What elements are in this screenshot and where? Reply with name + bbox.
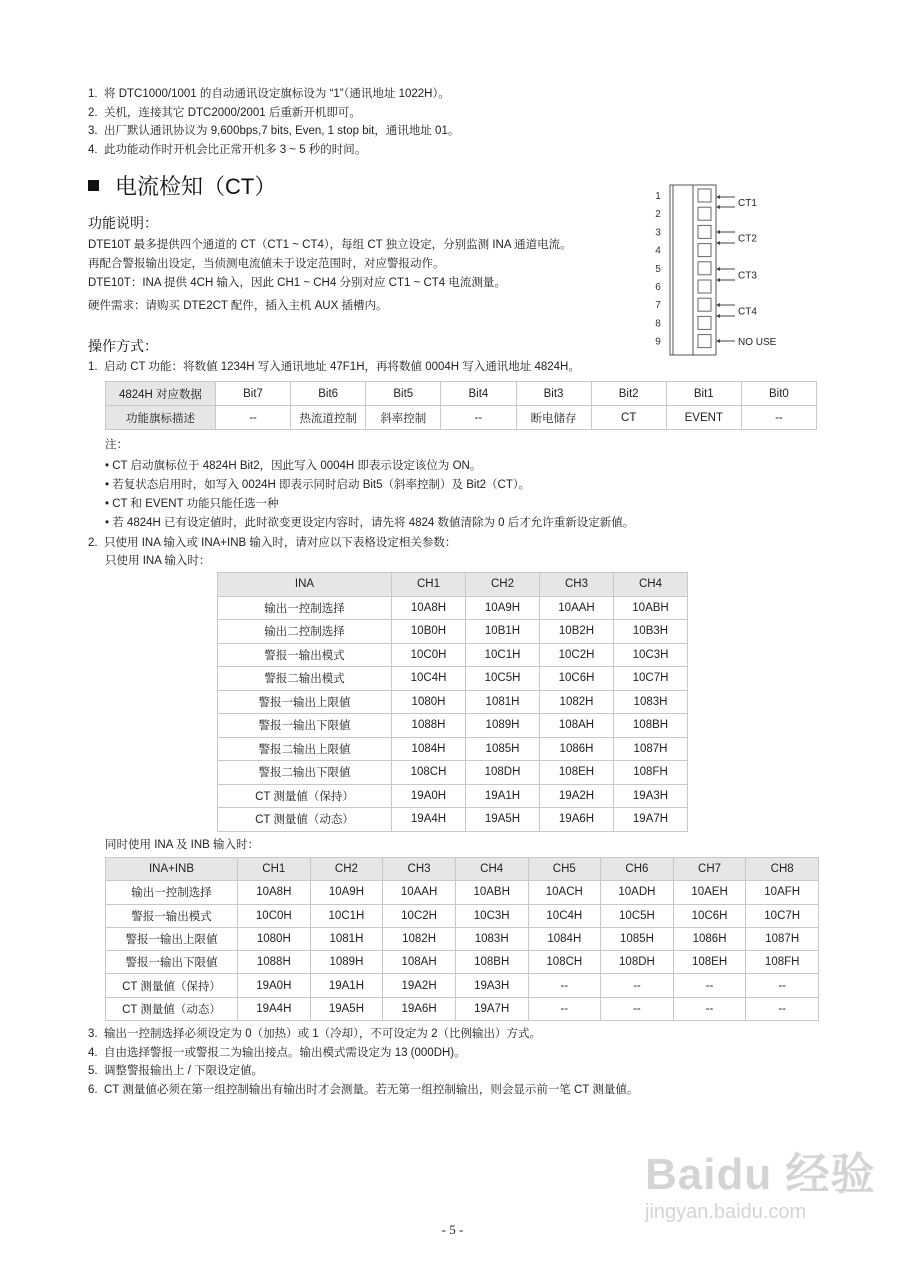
table-cell: 警报二输出下限値 — [218, 761, 392, 785]
table-cell: 19A2H — [383, 974, 456, 997]
table-cell: CT 测量値（保持） — [106, 974, 238, 997]
terminal-slot — [698, 298, 711, 311]
terminal-slot — [698, 207, 711, 220]
pin-number: 1 — [655, 191, 661, 202]
table-row — [106, 927, 819, 950]
pin-number: 4 — [655, 245, 661, 257]
table-cell: 10C0H — [392, 643, 466, 667]
inab-table — [105, 857, 819, 1021]
table-cell: 10C3H — [614, 643, 688, 667]
table-row — [106, 997, 819, 1020]
table-cell: 10C4H — [528, 904, 601, 927]
table-cell: 警报一输出上限値 — [106, 927, 238, 950]
table-cell: 10A9H — [466, 596, 540, 620]
note-item: • 若 4824H 已有设定値时，此时欲变更设定内容时，请先将 4824 数値清除为 0 后才允许重新设定新値。 — [105, 517, 635, 529]
table-cell: 19A3H — [455, 974, 528, 997]
terminal-slot — [698, 280, 711, 293]
table-cell: 108EH — [673, 951, 746, 974]
table-header-cell: Bit3 — [516, 382, 591, 406]
table-row — [218, 643, 688, 667]
table-cell: 19A5H — [310, 997, 383, 1020]
intro-item: 2. 关机，连接其它 DTC2000/2001 后重新开机即可。 — [88, 107, 361, 119]
table-cell: 10C7H — [614, 667, 688, 691]
table-cell: 10B2H — [540, 620, 614, 644]
ct-label: CT3 — [738, 270, 757, 282]
table-cell: 10C1H — [310, 904, 383, 927]
ina-table — [217, 572, 688, 832]
step-text: 只使用 INA 输入或 INA+INB 输入时，请对应以下表格设定相关参数： — [104, 537, 457, 549]
step-text: CT 测量値必须在第一组控制输出有输出时才会测量。若无第一组控制输出，则会显示前一笔 CT 测量値。 — [104, 1084, 639, 1096]
table-row — [218, 667, 688, 691]
table-header-cell: Bit6 — [291, 382, 366, 406]
table-row — [106, 858, 819, 881]
step-6: 6. CT 测量値必须在第一组控制输出有输出时才会测量。若无第一组控制输出，则会显示前一笔 CT 测量値。 — [88, 1084, 639, 1096]
table-header-cell: CH4 — [455, 858, 528, 881]
square-bullet-icon — [88, 180, 99, 191]
table-row — [106, 881, 819, 904]
table-cell: 19A1H — [310, 974, 383, 997]
pin-number: 5 — [655, 263, 661, 275]
table-cell: 19A2H — [540, 784, 614, 808]
table-cell: CT 测量値（动态） — [106, 997, 238, 1020]
intro-item: 1. 将 DTC1000/1001 的自动通讯设定旗标设为 “1”（通讯地址 1022H）。 — [88, 88, 450, 100]
step-text: 输出一控制选择必须设定为 0（加热）或 1（冷却），不可设定为 2（比例输出）方式。 — [104, 1028, 542, 1040]
table-cell: 19A5H — [466, 808, 540, 832]
table-cell: 1087H — [614, 737, 688, 761]
table-cell: 警报二输出上限値 — [218, 737, 392, 761]
table-cell: 1084H — [392, 737, 466, 761]
table-row — [218, 714, 688, 738]
table-cell: 1084H — [528, 927, 601, 950]
table-cell: 10C4H — [392, 667, 466, 691]
table-cell: 19A6H — [540, 808, 614, 832]
page-number: - 5 - — [441, 1222, 464, 1237]
func-text: 再配合警报输出设定，当侦测电流値未于设定范围时，对应警报动作。 — [88, 258, 445, 270]
table-header-cell: INA+INB — [106, 858, 238, 881]
intro-item: 3. 出厂默认通讯协议为 9,600bps,7 bits, Even, 1 stop bit，通讯地址 01。 — [88, 125, 460, 137]
table-cell: 1088H — [238, 951, 311, 974]
section-title — [88, 170, 276, 201]
table-cell: 10AAH — [383, 881, 456, 904]
step-text: 启动 CT 功能：将数値 1234H 写入通讯地址 47F1H，再将数値 0004H 写入通讯地址 4824H。 — [104, 361, 580, 373]
table-cell: CT — [591, 406, 666, 430]
table-header-cell: CH1 — [392, 573, 466, 597]
table-cell: CT 测量値（保持） — [218, 784, 392, 808]
table-cell: 10C5H — [466, 667, 540, 691]
ina-caption: 只使用 INA 输入时： — [105, 555, 211, 567]
arrow-head-icon — [716, 205, 720, 209]
table-cell: 108CH — [528, 951, 601, 974]
step-text: 调整警报输出上 / 下限设定値。 — [104, 1065, 264, 1077]
table-cell: 108FH — [746, 951, 819, 974]
terminal-diagram — [650, 183, 800, 358]
arrow-head-icon — [716, 303, 720, 307]
pin-number: 6 — [655, 282, 661, 293]
table-cell: 10ABH — [614, 596, 688, 620]
table-header-cell: CH2 — [310, 858, 383, 881]
arrow-head-icon — [716, 278, 720, 282]
table-row — [218, 737, 688, 761]
table-header-cell: Bit7 — [216, 382, 291, 406]
intro-text: 出厂默认通讯协议为 9,600bps,7 bits, Even, 1 stop bit，通讯地址 01。 — [104, 125, 460, 137]
table-cell: 功能旗标描述 — [106, 406, 216, 430]
table-cell: 输出一控制选择 — [218, 596, 392, 620]
table-cell: 警报一输出下限値 — [218, 714, 392, 738]
table-cell: 19A3H — [614, 784, 688, 808]
table-header-cell: CH5 — [528, 858, 601, 881]
table-cell: 警报一输出模式 — [218, 643, 392, 667]
table-cell: 1083H — [455, 927, 528, 950]
pin-number: 2 — [655, 209, 661, 221]
note-label: 注： — [105, 439, 128, 451]
table-cell: 输出一控制选择 — [106, 881, 238, 904]
table-header-cell: CH1 — [238, 858, 311, 881]
arrow-head-icon — [716, 241, 720, 245]
table-cell: 10C3H — [455, 904, 528, 927]
note-item: • 若复状态启用时，如写入 0024H 即表示同时启动 Bit5（斜率控制）及 Bit2（CT）。 — [105, 479, 531, 491]
func-text: DTE10T 最多提供四个通道的 CT（CT1 ~ CT4），每组 CT 独立设定，分别监测 INA 通道电流。 — [88, 239, 572, 251]
terminal-slot — [698, 225, 711, 238]
table-cell: 108DH — [601, 951, 674, 974]
table-row — [218, 620, 688, 644]
table-cell: 10A8H — [392, 596, 466, 620]
table-cell: 108AH — [383, 951, 456, 974]
table-cell: -- — [441, 406, 516, 430]
note-text: 若复状态启用时，如写入 0024H 即表示同时启动 Bit5（斜率控制）及 Bit2（CT）。 — [112, 479, 531, 491]
table-row — [106, 382, 817, 406]
step-1: 1. 启动 CT 功能：将数値 1234H 写入通讯地址 47F1H，再将数値 0004H 写入通讯地址 4824H。 — [88, 361, 580, 373]
table-header-cell: CH4 — [614, 573, 688, 597]
arrow-head-icon — [716, 195, 720, 199]
table-header-cell: Bit5 — [366, 382, 441, 406]
table-cell: 10ADH — [601, 881, 674, 904]
table-cell: 1089H — [466, 714, 540, 738]
pin-number: 8 — [655, 318, 661, 330]
note-item: • CT 和 EVENT 功能只能任选一种 — [105, 498, 279, 510]
table-cell: 10C7H — [746, 904, 819, 927]
table-row — [106, 951, 819, 974]
table-cell: 108FH — [614, 761, 688, 785]
table-row — [106, 904, 819, 927]
table-cell: 108DH — [466, 761, 540, 785]
table-cell: 10C2H — [383, 904, 456, 927]
func-heading: 功能说明： — [88, 215, 158, 231]
table-cell: 1086H — [540, 737, 614, 761]
table-cell: 10AFH — [746, 881, 819, 904]
table-cell: 19A6H — [383, 997, 456, 1020]
table-cell: -- — [528, 997, 601, 1020]
table-row — [106, 974, 819, 997]
table-cell: 断电储存 — [516, 406, 591, 430]
table-cell: 10A9H — [310, 881, 383, 904]
ct-label: NO USE — [738, 337, 777, 348]
table-cell: 1089H — [310, 951, 383, 974]
step-5: 5. 调整警报输出上 / 下限设定値。 — [88, 1065, 264, 1077]
arrow-head-icon — [716, 267, 720, 271]
table-cell: 10C1H — [466, 643, 540, 667]
table-cell: -- — [673, 997, 746, 1020]
table-cell: 108BH — [455, 951, 528, 974]
table-cell: 1080H — [392, 690, 466, 714]
table-cell: 19A4H — [238, 997, 311, 1020]
table-cell: 10B0H — [392, 620, 466, 644]
table-cell: -- — [741, 406, 816, 430]
section-title-text: 电流检知（CT） — [115, 174, 277, 199]
table-cell: 10B1H — [466, 620, 540, 644]
table-cell: 10C0H — [238, 904, 311, 927]
table-row — [218, 784, 688, 808]
table-cell: -- — [528, 974, 601, 997]
note-text: CT 启动旗标位于 4824H Bit2，因此写入 0004H 即表示设定该位为 ON。 — [112, 460, 482, 472]
table-cell: 108AH — [540, 714, 614, 738]
step-text: 自由选择警报一或警报二为输出接点。输出模式需设定为 13 (000DH)。 — [104, 1047, 466, 1059]
terminal-slot — [698, 189, 711, 202]
table-cell: 警报二输出模式 — [218, 667, 392, 691]
table-header-cell: CH7 — [673, 858, 746, 881]
table-cell: 10ABH — [455, 881, 528, 904]
table-cell: 19A4H — [392, 808, 466, 832]
table-row — [218, 690, 688, 714]
table-header-cell: CH2 — [466, 573, 540, 597]
terminal-slot — [698, 244, 711, 257]
table-header-cell: Bit4 — [441, 382, 516, 406]
table-cell: 输出二控制选择 — [218, 620, 392, 644]
ct-label: CT1 — [738, 198, 757, 209]
pin-number: 3 — [655, 227, 661, 239]
table-cell: 1082H — [383, 927, 456, 950]
table-cell: 斜率控制 — [366, 406, 441, 430]
table-header-cell: Bit1 — [666, 382, 741, 406]
arrow-head-icon — [716, 339, 720, 343]
table-cell: 1082H — [540, 690, 614, 714]
baidu-watermark — [645, 1150, 895, 1224]
watermark-brand: Baidu 经验 — [645, 1150, 876, 1199]
table-cell: -- — [746, 974, 819, 997]
table-header-cell: CH3 — [383, 858, 456, 881]
ct-label: CT2 — [738, 233, 757, 245]
terminal-slot — [698, 316, 711, 329]
table-cell: 1087H — [746, 927, 819, 950]
note-text: 若 4824H 已有设定値时，此时欲变更设定内容时，请先将 4824 数値清除为 0 后才允许重新设定新値。 — [112, 517, 635, 529]
table-cell: EVENT — [666, 406, 741, 430]
table-cell: 1088H — [392, 714, 466, 738]
table-cell: 19A7H — [455, 997, 528, 1020]
table-cell: 热流道控制 — [291, 406, 366, 430]
table-cell: -- — [601, 974, 674, 997]
table-cell: 10C6H — [540, 667, 614, 691]
arrow-head-icon — [716, 230, 720, 234]
table-cell: 19A7H — [614, 808, 688, 832]
table-header-cell: CH8 — [746, 858, 819, 881]
table-header-cell: INA — [218, 573, 392, 597]
table-cell: 10AAH — [540, 596, 614, 620]
table-cell: 10C5H — [601, 904, 674, 927]
table-row — [218, 808, 688, 832]
table-cell: 108EH — [540, 761, 614, 785]
terminal-slot — [698, 262, 711, 275]
step-4: 4. 自由选择警报一或警报二为输出接点。输出模式需设定为 13 (000DH)。 — [88, 1047, 466, 1059]
table-cell: 1080H — [238, 927, 311, 950]
op-heading: 操作方式： — [88, 338, 158, 354]
table-cell: 警报一输出模式 — [106, 904, 238, 927]
note-text: CT 和 EVENT 功能只能任选一种 — [112, 498, 279, 510]
table-cell: 10ACH — [528, 881, 601, 904]
arrow-head-icon — [716, 314, 720, 318]
table-cell: 19A0H — [238, 974, 311, 997]
inab-caption: 同时使用 INA 及 INB 输入时： — [105, 839, 259, 851]
table-row — [218, 573, 688, 597]
pin-number: 9 — [655, 336, 661, 348]
table-cell: 10B3H — [614, 620, 688, 644]
table-cell: 1086H — [673, 927, 746, 950]
table-header-cell: Bit0 — [741, 382, 816, 406]
table-cell: 108CH — [392, 761, 466, 785]
table-cell: 10C2H — [540, 643, 614, 667]
table-row — [218, 596, 688, 620]
step-3: 3. 输出一控制选择必须设定为 0（加热）或 1（冷却），不可设定为 2（比例输出）方式。 — [88, 1028, 542, 1040]
table-cell: 1081H — [310, 927, 383, 950]
table-cell: 108BH — [614, 714, 688, 738]
table-header-cell: CH6 — [601, 858, 674, 881]
intro-item: 4. 此功能动作时开机会比正常开机多 3 ~ 5 秒的时间。 — [88, 144, 367, 156]
table-cell: 1085H — [601, 927, 674, 950]
table-cell: 1081H — [466, 690, 540, 714]
table-cell: -- — [746, 997, 819, 1020]
hardware-requirement: 硬件需求：请购买 DTE2CT 配件，插入主机 AUX 插槽内。 — [88, 300, 388, 312]
table-header-cell: 4824H 对应数据 — [106, 382, 216, 406]
table-cell: 1085H — [466, 737, 540, 761]
table-cell: 1083H — [614, 690, 688, 714]
func-text: DTE10T：INA 提供 4CH 输入，因此 CH1 ~ CH4 分别对应 CT1 ~ CT4 电流测量。 — [88, 277, 506, 289]
table-cell: -- — [673, 974, 746, 997]
intro-text: 此功能动作时开机会比正常开机多 3 ~ 5 秒的时间。 — [104, 144, 367, 156]
table-row — [218, 761, 688, 785]
table-cell: 警报一输出下限値 — [106, 951, 238, 974]
pin-number: 7 — [655, 300, 661, 312]
table-cell: 10A8H — [238, 881, 311, 904]
step-2: 2. 只使用 INA 输入或 INA+INB 输入时，请对应以下表格设定相关参数： — [88, 537, 457, 549]
table-header-cell: CH3 — [540, 573, 614, 597]
table-cell: 10AEH — [673, 881, 746, 904]
note-item: • CT 启动旗标位于 4824H Bit2，因此写入 0004H 即表示设定该位为 ON。 — [105, 460, 482, 472]
table-cell: 19A0H — [392, 784, 466, 808]
table-header-cell: Bit2 — [591, 382, 666, 406]
bit-table — [105, 381, 817, 430]
table-cell: 警报一输出上限値 — [218, 690, 392, 714]
intro-text: 将 DTC1000/1001 的自动通讯设定旗标设为 “1”（通讯地址 1022H）。 — [104, 88, 450, 100]
table-row — [106, 406, 817, 430]
intro-text: 关机，连接其它 DTC2000/2001 后重新开机即可。 — [104, 107, 361, 119]
table-cell: -- — [601, 997, 674, 1020]
table-cell: 10C6H — [673, 904, 746, 927]
ct-label: CT4 — [738, 306, 757, 318]
table-cell: CT 测量値（动态） — [218, 808, 392, 832]
terminal-slot — [698, 335, 711, 348]
table-cell: 19A1H — [466, 784, 540, 808]
table-cell: -- — [216, 406, 291, 430]
watermark-url: jingyan.baidu.com — [645, 1201, 807, 1223]
